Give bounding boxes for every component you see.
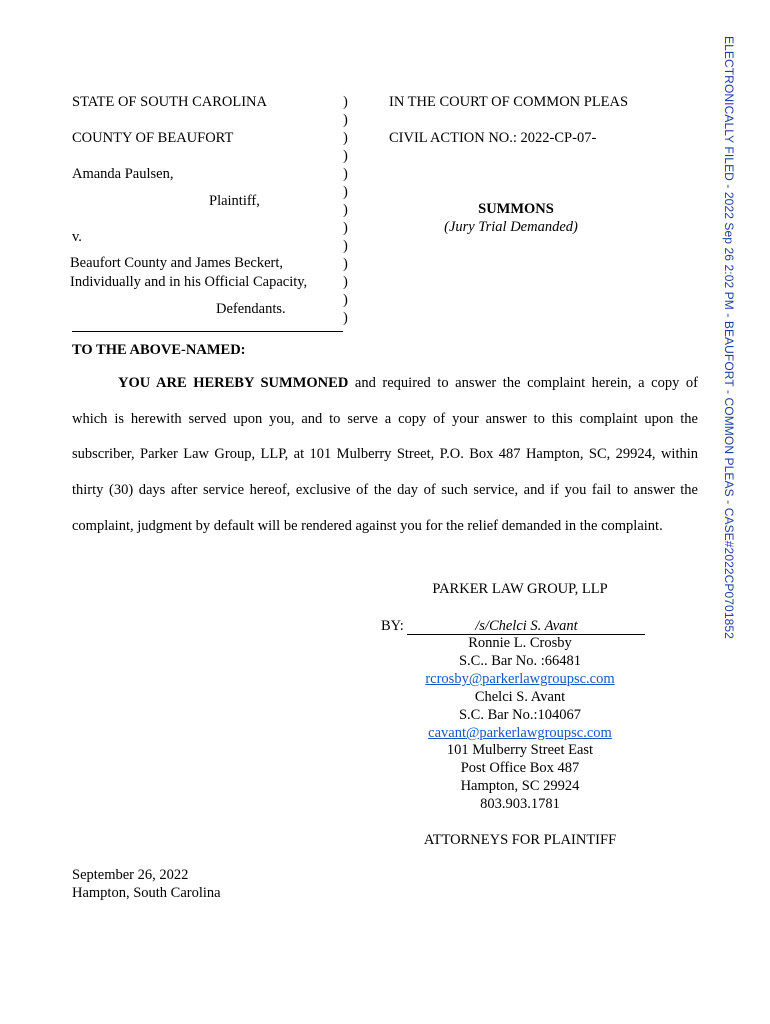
attorney-2-name: Chelci S. Avant xyxy=(474,689,566,705)
county-label: COUNTY OF BEAUFORT xyxy=(72,130,234,146)
attorney-2-email-link[interactable]: cavant@parkerlawgroupsc.com xyxy=(428,725,612,741)
summons-lead: YOU ARE HEREBY SUMMONED xyxy=(118,375,349,391)
address-line-2: Post Office Box 487 xyxy=(460,760,580,776)
filing-place: Hampton, South Carolina xyxy=(72,885,221,901)
firm-name: PARKER LAW GROUP, LLP xyxy=(432,581,608,597)
by-label: BY: xyxy=(381,618,404,634)
civil-action-number: CIVIL ACTION NO.: 2022-CP-07- xyxy=(389,130,597,146)
attorney-1-bar-number: S.C.. Bar No. :66481 xyxy=(458,653,582,669)
filing-date: September 26, 2022 xyxy=(72,867,189,883)
caption-parentheses: ) ) ) ) ) ) ) ) ) ) ) ) ) xyxy=(343,94,348,326)
defendants-line-2: Individually and in his Official Capacity, xyxy=(70,274,308,290)
document-title: SUMMONS xyxy=(478,201,554,217)
court-label: IN THE COURT OF COMMON PLEAS xyxy=(389,94,629,110)
summons-body: and required to answer the complaint herein, a copy of which is herewith served upon you, and to serve a copy of your answer to this complaint upon the subscriber, Parker Law Group, LLP, at 101 Mulberry Street, P.O. Box 487 Hampton, SC, 29924, within thirty (30) days after service hereof, exclusive of the day of such service, and if you fail to answer the complaint, judgment by default will be rendered against you for the relief demanded in the complaint. xyxy=(72,375,698,534)
address-line-1: 101 Mulberry Street East xyxy=(446,742,594,758)
plaintiff-role: Plaintiff, xyxy=(209,193,260,209)
attorneys-role: ATTORNEYS FOR PLAINTIFF xyxy=(423,832,617,848)
electronic-signature: /s/Chelci S. Avant xyxy=(407,618,645,635)
summons-paragraph xyxy=(72,366,698,545)
document-subtitle: (Jury Trial Demanded) xyxy=(444,219,578,235)
versus-label: v. xyxy=(72,229,82,245)
caption-rule xyxy=(72,331,343,332)
signature-line xyxy=(381,617,645,635)
address-line-3: Hampton, SC 29924 xyxy=(460,778,580,794)
defendants-line-1: Beaufort County and James Beckert, xyxy=(70,255,284,271)
attorney-2-bar-number: S.C. Bar No.:104067 xyxy=(458,707,582,723)
attorney-1-email-link[interactable]: rcrosby@parkerlawgroupsc.com xyxy=(425,671,615,687)
attorney-1-name: Ronnie L. Crosby xyxy=(468,635,572,651)
state-label: STATE OF SOUTH CAROLINA xyxy=(72,94,267,110)
efiling-stamp: ELECTRONICALLY FILED - 2022 Sep 26 2:02 PM - BEAUFORT - COMMON PLEAS - CASE#2022CP0701852 xyxy=(722,36,736,639)
plaintiff-name: Amanda Paulsen, xyxy=(72,166,174,182)
addressee-heading: TO THE ABOVE-NAMED: xyxy=(72,342,246,358)
phone-number: 803.903.1781 xyxy=(480,796,560,812)
defendants-role: Defendants. xyxy=(216,301,286,317)
